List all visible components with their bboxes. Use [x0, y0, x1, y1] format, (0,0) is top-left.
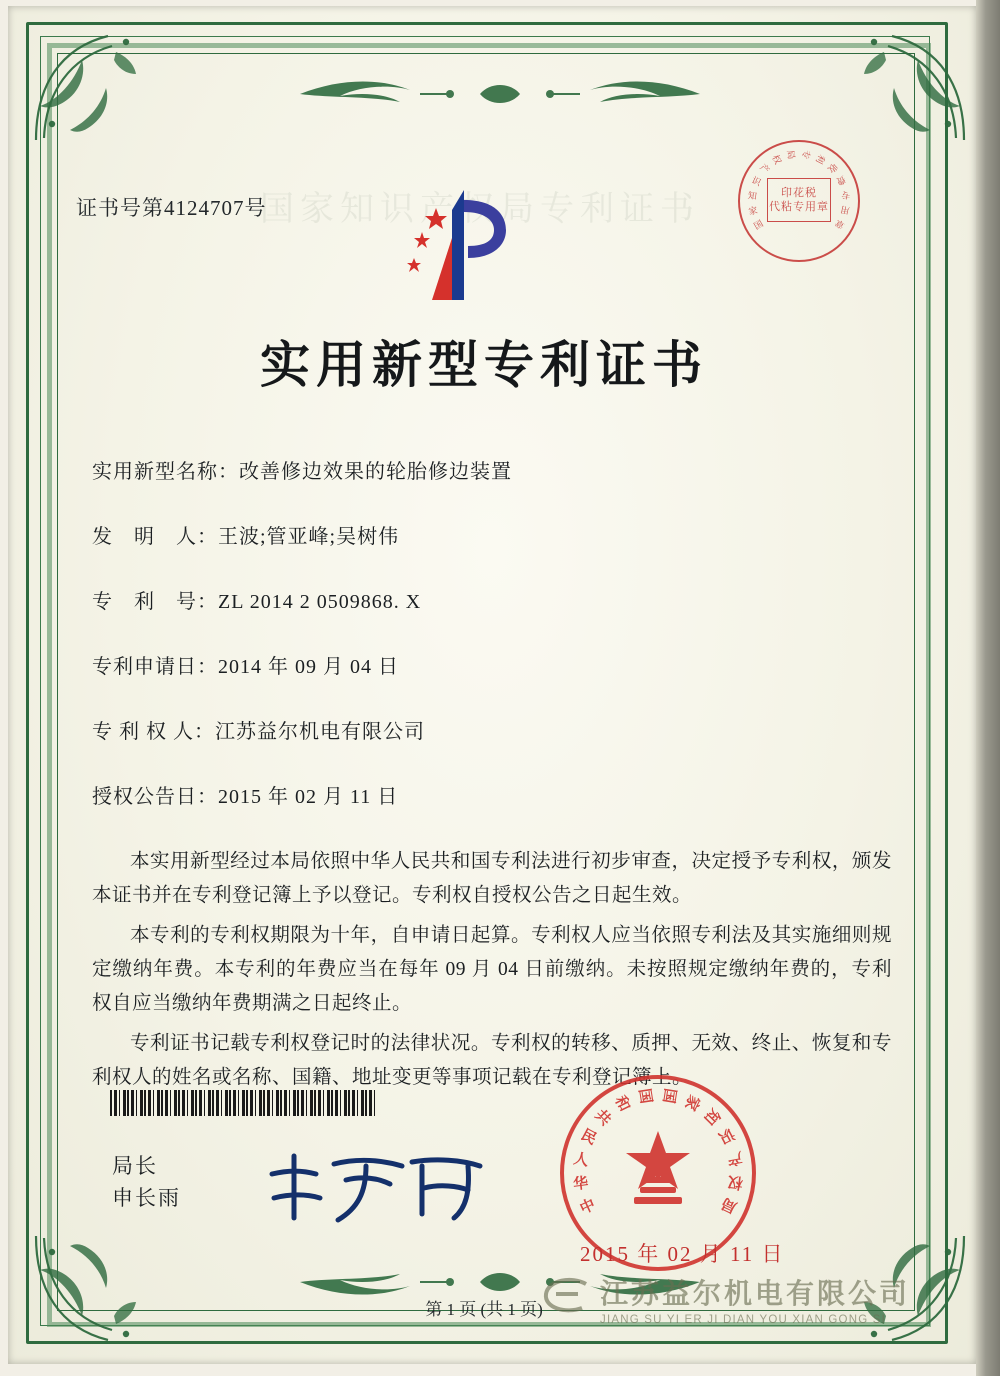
- director-block: [112, 1150, 181, 1214]
- field-patent-number: [92, 585, 882, 614]
- body-paragraph: 本专利的专利权期限为十年，自申请日起算。专利权人应当依照专利法及其实施细则规定缴纳年费。本专利的年费应当在每年 09 月 04 日前缴纳。未按照规定缴纳年费的，专利权自应当缴纳年费期满之日起终止。: [92, 925, 892, 1014]
- seal-ring-text: 中 华 人 民 共 和 国 国 家 知 识 产 权 局: [572, 1087, 745, 1218]
- body-paragraph: 专利证书记载专利权登记时的法律状况。专利权的转移、质押、无效、终止、恢复和专利权人的姓名或名称、国籍、地址变更等事项记载在专利登记簿上。: [92, 1033, 892, 1088]
- field-patentee: [92, 715, 882, 744]
- handwritten-signature: [262, 1140, 492, 1230]
- national-emblem-icon: [608, 1123, 708, 1223]
- field-label: 授权公告日：: [92, 786, 218, 808]
- field-application-date: [92, 650, 882, 679]
- field-label: 专利申请日：: [92, 656, 218, 678]
- field-value: ZL 2014 2 0509868. X: [218, 591, 422, 613]
- corner-ornament-icon: [30, 1230, 150, 1350]
- field-label: 专 利 号：: [92, 591, 218, 613]
- field-value: 改善修边效果的轮胎修边装置: [239, 461, 512, 483]
- body-paragraph: 本实用新型经过本局依照中华人民共和国专利法进行初步审查，决定授予专利权，颁发本证书并在专利登记簿上予以登记。专利权自授权公告之日起生效。: [92, 851, 892, 906]
- company-stamp-english: JIANG SU YI ER JI DIAN YOU XIAN GONG SI: [600, 1314, 887, 1326]
- field-label: 发 明 人：: [92, 526, 218, 548]
- page-title: 实用新型专利证书: [260, 336, 708, 394]
- stamp-duty-seal: [738, 140, 860, 262]
- company-stamp-chinese: 江苏益尔机电有限公司: [600, 1277, 911, 1310]
- certificate-number: 证书号第4124707号: [76, 196, 267, 220]
- seal-inner-line2: 代粘专用章: [769, 201, 829, 213]
- corner-ornament-icon: [850, 26, 970, 146]
- sipo-logo-icon: [392, 182, 532, 307]
- field-value: 江苏益尔机电有限公司: [215, 721, 425, 743]
- field-value: 2014 年 09 月 04 日: [218, 656, 399, 678]
- field-label: 专 利 权 人：: [92, 721, 215, 743]
- field-utility-model-name: [92, 455, 882, 484]
- seal-inner-line1: 印花税: [781, 187, 817, 199]
- page-number-footer: 第 1 页 (共 1 页): [425, 1300, 543, 1319]
- director-name: 申长雨: [112, 1186, 181, 1210]
- director-label: 局长: [112, 1154, 158, 1178]
- scan-right-edge: [976, 0, 1000, 1376]
- field-grant-announcement-date: [92, 780, 882, 809]
- top-flourish-icon: [300, 72, 700, 116]
- certificate-fields: [92, 455, 882, 845]
- field-value: 王波;管亚峰;吴树伟: [218, 526, 400, 548]
- field-value: 2015 年 02 月 11 日: [218, 786, 399, 808]
- seal-date: 2015 年 02 月 11 日: [580, 1242, 785, 1266]
- field-label: 实用新型名称：: [92, 461, 239, 483]
- seal-ring-text: 国 家 知 识 产 权 局 专 利 收 费 专 用 章: [747, 149, 851, 232]
- company-logo-icon: [538, 1274, 594, 1316]
- field-inventors: [92, 520, 882, 549]
- company-stamp: [600, 1272, 910, 1326]
- corner-ornament-icon: [30, 26, 150, 146]
- certificate-body-text: [92, 845, 892, 1101]
- barcode: [110, 1090, 378, 1116]
